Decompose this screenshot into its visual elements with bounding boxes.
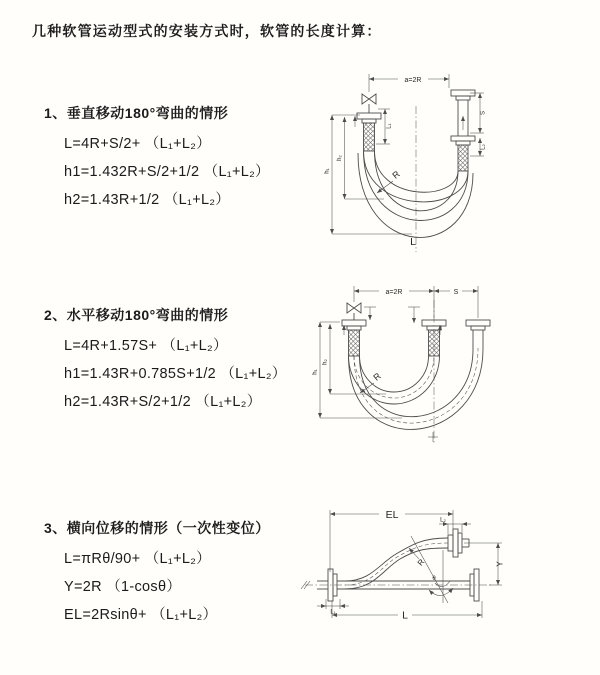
flange — [342, 320, 490, 348]
dimension-h2 — [337, 117, 384, 199]
formula-line: Y=2R （1-cosθ） — [64, 579, 182, 595]
valve-icon — [362, 94, 376, 113]
section-1 — [44, 103, 270, 214]
section-3-heading: 3、横向位移的情形（一次性变位） — [44, 520, 270, 536]
dim-label-a2r: a=2R — [385, 288, 403, 296]
dimension-a2r — [369, 74, 449, 92]
section-2 — [44, 305, 287, 416]
formula-line: L=πRθ/90+ （L₁+L₂） — [64, 551, 211, 567]
flange — [357, 113, 381, 123]
dim-label-l2: L₂ — [480, 144, 487, 150]
formula-line: h1=1.432R+S/2+1/2 （L₁+L₂） — [64, 164, 270, 180]
center-tick — [428, 432, 438, 442]
dim-label-y: Y — [495, 561, 505, 567]
dim-label-h2: h₂ — [337, 155, 343, 161]
dim-label-s: S — [453, 288, 459, 296]
dimension-s — [434, 287, 478, 296]
dim-label-l1: L₁ — [330, 609, 336, 616]
dim-label-el: EL — [385, 508, 399, 521]
section-1-formulas — [44, 130, 270, 214]
hose-u-bend — [358, 151, 473, 237]
diagram-horizontal-180-bend — [306, 276, 578, 462]
small-dim-ticks — [364, 307, 420, 323]
hose-u-bend-displaced — [349, 348, 484, 429]
formula-line: EL=2Rsinθ+ （L₁+L₂） — [64, 607, 218, 623]
dim-label-l: L — [402, 609, 408, 622]
formula-line: L=4R+1.57S+ （L₁+L₂） — [64, 338, 228, 354]
section-2-heading: 2、水平移动180°弯曲的情形 — [44, 307, 229, 323]
dim-label-l: L — [410, 236, 416, 248]
formula-line: h2=1.43R+1/2 （L₁+L₂） — [64, 192, 231, 208]
braided-hose — [429, 330, 440, 356]
section-3-formulas — [44, 545, 270, 629]
formula-line: L=4R+S/2+ （L₁+L₂） — [64, 136, 212, 152]
dimension-l1 — [317, 599, 349, 616]
dimension-l — [332, 601, 482, 622]
formula-line: h1=1.43R+0.785S+1/2 （L₁+L₂） — [64, 366, 287, 382]
dim-label-h2: h₂ — [322, 359, 329, 365]
valve-icon — [347, 303, 361, 320]
page-title: 几种软管运动型式的安装方式时，软管的长度计算： — [32, 23, 382, 39]
section-2-formulas — [44, 332, 287, 416]
dim-label-h1: h₁ — [312, 369, 319, 375]
hose-u-bend-original — [349, 356, 440, 404]
section-3 — [44, 518, 270, 629]
section-1-heading: 1、垂直移动180°弯曲的情形 — [44, 105, 229, 121]
diagram-vertical-180-bend — [312, 66, 570, 258]
dim-label-r: R — [415, 557, 427, 568]
dimension-l2 — [439, 518, 471, 535]
dimension-s — [470, 93, 487, 133]
dimension-el — [330, 508, 453, 572]
dim-label-theta: θ — [432, 576, 436, 582]
dim-label-l1: L₁ — [386, 123, 393, 129]
dim-label-s: S — [480, 110, 487, 116]
dim-label-l2: L₂ — [440, 517, 446, 524]
angle-construction — [411, 536, 453, 603]
straight-pipe — [301, 581, 493, 589]
dimension-l1 — [376, 109, 393, 144]
diagram-lateral-displacement — [293, 500, 595, 640]
braided-hose — [364, 123, 375, 151]
braided-hose — [349, 330, 360, 356]
formula-line: h2=1.43R+S/2+1/2 （L₁+L₂） — [64, 394, 262, 410]
braided-hose — [458, 145, 468, 171]
dim-label-r: R — [371, 370, 383, 383]
dim-label-h1: h₁ — [324, 168, 331, 174]
dim-label-a2r: a=2R — [404, 76, 422, 84]
dim-label-r: R — [390, 168, 402, 181]
